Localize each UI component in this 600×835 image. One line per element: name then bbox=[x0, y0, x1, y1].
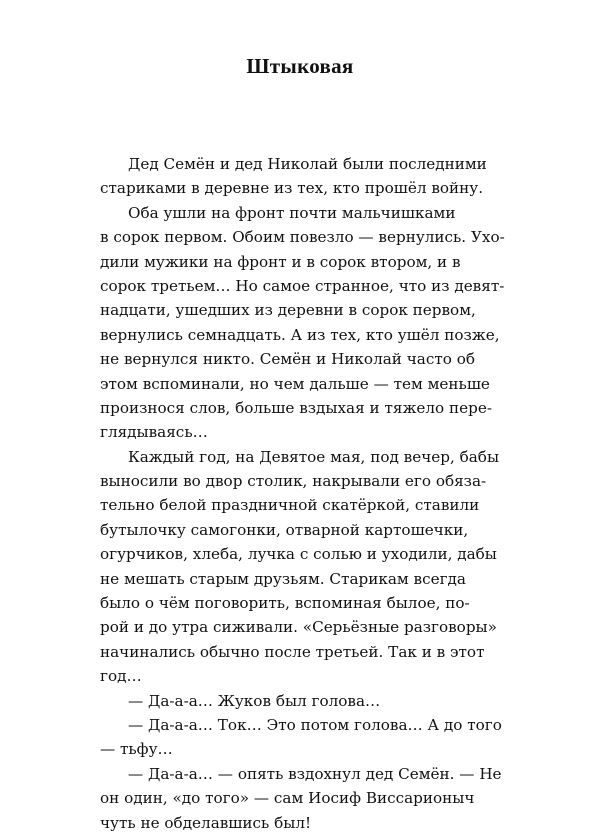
text-line: начинались обычно после третьей. Так и в этот bbox=[100, 642, 485, 661]
text-line: произнося слов, больше вздыхая и тяжело пере- bbox=[100, 398, 492, 417]
text-line: этом вспоминали, но чем дальше — тем меньше bbox=[100, 374, 490, 393]
body-text bbox=[100, 152, 510, 835]
text-line: он один, «до того» — сам Иосиф Виссарионыч bbox=[100, 789, 475, 808]
text-line: Оба ушли на фронт почти мальчишками bbox=[128, 203, 456, 222]
text-line: выносили во двор столик, накрывали его обяза- bbox=[100, 472, 487, 491]
text-line: Каждый год, на Девятое мая, под вечер, бабы bbox=[128, 447, 500, 466]
text-line: — Да-а-а… Жуков был голова… bbox=[128, 691, 381, 710]
text-line: — Да-а-а… — опять вздохнул дед Семён. — Не bbox=[128, 764, 502, 783]
text-line: в сорок первом. Обоим повезло — вернулись. Ухо- bbox=[100, 228, 505, 247]
text-line: — Да-а-а… Ток… Это потом голова… А до того bbox=[128, 715, 502, 734]
text-line: Дед Семён и дед Николай были последними bbox=[128, 155, 487, 173]
text-line: огурчиков, хлеба, лучка с солью и уходили, дабы bbox=[100, 545, 497, 564]
text-line: не мешать старым друзьям. Старикам всегда bbox=[100, 569, 466, 588]
text-line: рой и до утра сиживали. «Серьёзные разговоры» bbox=[100, 618, 497, 637]
text-line: глядываясь… bbox=[100, 423, 208, 442]
text-line: стариками в деревне из тех, кто прошёл войну. bbox=[100, 179, 484, 198]
text-line: надцати, ушедших из деревни в сорок первом, bbox=[100, 301, 476, 320]
text-line: не вернулся никто. Семён и Николай часто об bbox=[100, 350, 475, 369]
text-line: год… bbox=[100, 667, 142, 686]
text-line: тельно белой праздничной скатёркой, ставили bbox=[100, 496, 480, 515]
text-line: сорок третьем… Но самое странное, что из девят- bbox=[100, 276, 505, 295]
text-line: чуть не обделавшись был! bbox=[100, 813, 312, 832]
text-line: было о чём поговорить, вспоминая былое, по- bbox=[100, 594, 470, 613]
text-line: вернулись семнадцать. А из тех, кто ушёл позже, bbox=[100, 325, 500, 344]
chapter-title: Штыковая bbox=[246, 54, 354, 78]
text-line: дили мужики на фронт и в сорок втором, и в bbox=[100, 252, 461, 271]
text-line: бутылочку самогонки, отварной картошечки, bbox=[100, 520, 469, 539]
text-line: — тьфу… bbox=[100, 740, 173, 759]
